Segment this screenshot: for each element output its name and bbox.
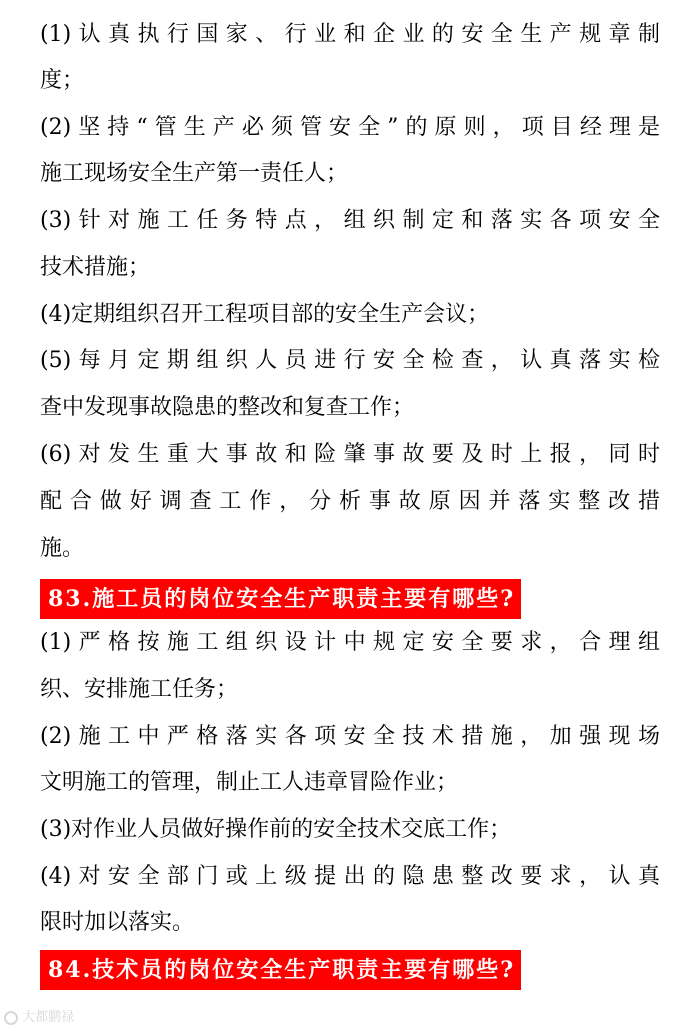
paragraph-line: (1)严格按施工组织设计中规定安全要求，合理组 — [40, 630, 660, 655]
paragraph-line: (1)认真执行国家、行业和企业的安全生产规章制 — [40, 22, 660, 47]
paragraph-line: (3)对作业人员做好操作前的安全技术交底工作； — [40, 817, 512, 842]
paragraph-line: (2)坚持“管生产必须管安全”的原则，项目经理是 — [40, 115, 660, 140]
section-heading-84: 84.技术员的岗位安全生产职责主要有哪些? — [40, 950, 521, 990]
paragraph-line: 配合做好调查工作，分析事故原因并落实整改措 — [40, 489, 660, 514]
paragraph-line: 施工现场安全生产第一责任人； — [40, 161, 349, 186]
paragraph-line: 织、安排施工任务； — [40, 677, 239, 702]
paragraph-line: 度； — [40, 68, 85, 93]
watermark-logo-icon — [4, 1011, 18, 1025]
paragraph-line: (5)每月定期组织人员进行安全检查，认真落实检 — [40, 348, 660, 373]
paragraph-line: (2)施工中严格落实各项安全技术措施，加强现场 — [40, 724, 660, 749]
paragraph-line: 施。 — [40, 536, 85, 561]
paragraph-line: (6)对发生重大事故和险肇事故要及时上报，同时 — [40, 442, 660, 467]
paragraph-line: 技术措施； — [40, 255, 151, 280]
paragraph-line: 文明施工的管理，制止工人违章冒险作业； — [40, 770, 459, 795]
paragraph-line: (4)定期组织召开工程项目部的安全生产会议； — [40, 302, 490, 327]
paragraph-line: 限时加以落实。 — [40, 910, 195, 935]
paragraph-line: (3)针对施工任务特点，组织制定和落实各项安全 — [40, 208, 660, 233]
watermark — [4, 1007, 74, 1029]
section-heading-83: 83.施工员的岗位安全生产职责主要有哪些? — [40, 579, 521, 619]
watermark-text: 大都鹏禄 — [22, 1010, 75, 1025]
paragraph-line: 查中发现事故隐患的整改和复查工作； — [40, 395, 415, 420]
paragraph-line: (4)对安全部门或上级提出的隐患整改要求，认真 — [40, 864, 660, 889]
